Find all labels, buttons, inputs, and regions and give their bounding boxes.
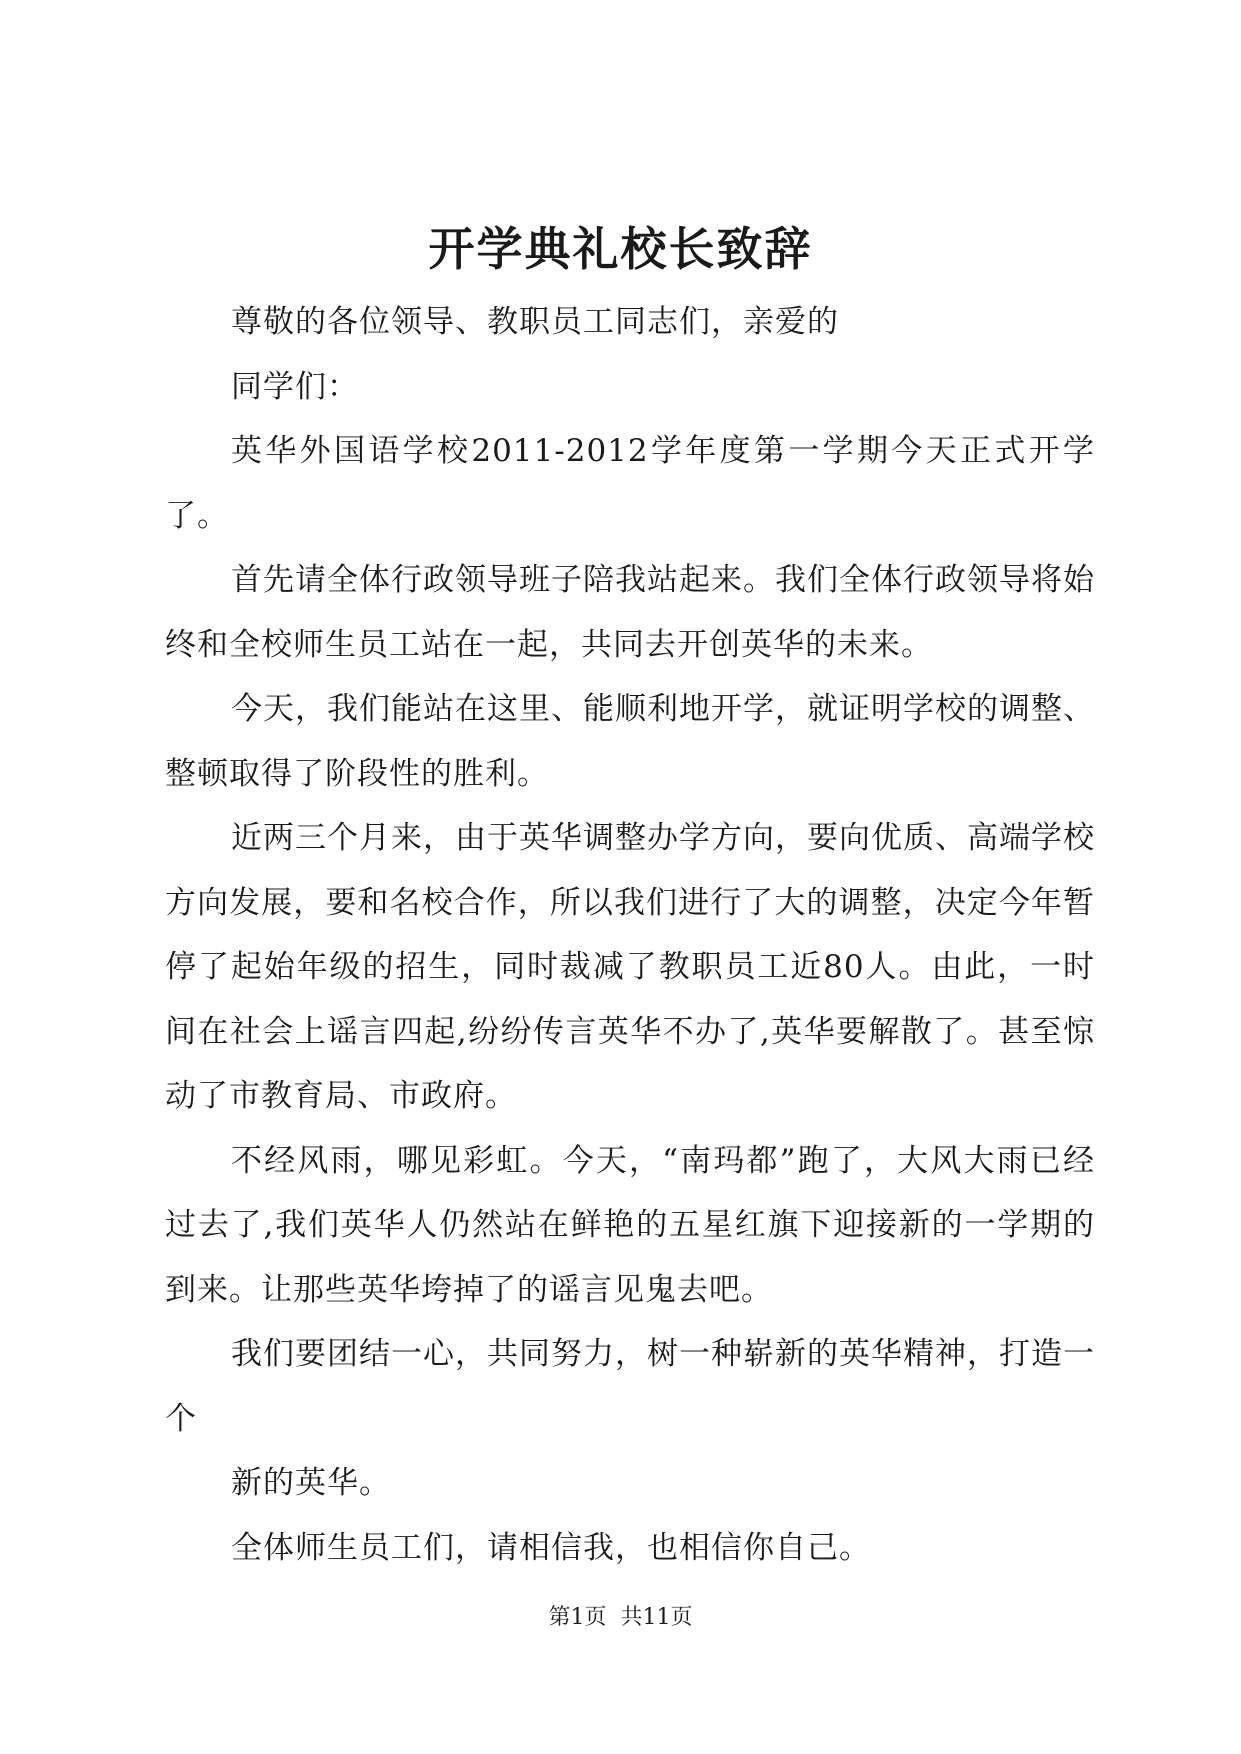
page-footer xyxy=(0,1605,1241,1631)
paragraph: 同学们： xyxy=(231,368,359,405)
document-title: 开学典礼校长致辞 xyxy=(428,222,813,276)
page-total: 共11页 xyxy=(620,1605,693,1630)
document-body xyxy=(165,290,1095,1580)
paragraph: 我们要团结一心，共同努力，树一种崭新的英华精神，打造一个 xyxy=(165,1336,1095,1437)
paragraph: 首先请全体行政领导班子陪我站起来。我们全体行政领导将始终和全校师生员工站在一起，共同去开创英华的未来。 xyxy=(165,562,1095,663)
paragraph: 英华外国语学校2011-2012学年度第一学期今天正式开学了。 xyxy=(165,433,1095,534)
paragraph: 不经风雨，哪见彩虹。今天，“南玛都”跑了，大风大雨已经过去了,我们英华人仍然站在鲜艳的五星红旗下迎接新的一学期的到来。让那些英华垮掉了的谣言见鬼去吧。 xyxy=(165,1142,1095,1308)
paragraph: 今天，我们能站在这里、能顺利地开学，就证明学校的调整、整顿取得了阶段性的胜利。 xyxy=(165,691,1095,792)
paragraph: 新的英华。 xyxy=(231,1465,391,1501)
page-number: 第1页 xyxy=(548,1605,607,1630)
paragraph: 全体师生员工们，请相信我，也相信你自己。 xyxy=(231,1529,871,1566)
paragraph: 近两三个月来，由于英华调整办学方向，要向优质、高端学校方向发展，要和名校合作，所以我们进行了大的调整，决定今年暂停了起始年级的招生，同时裁减了教职员工近80人。由此，一时间在社会上谣言四起,纷纷传言英华不办了,英华要解散了。甚至惊动了市教育局、市政府。 xyxy=(165,820,1095,1114)
paragraph: 尊敬的各位领导、教职员工同志们，亲爱的 xyxy=(231,304,839,340)
